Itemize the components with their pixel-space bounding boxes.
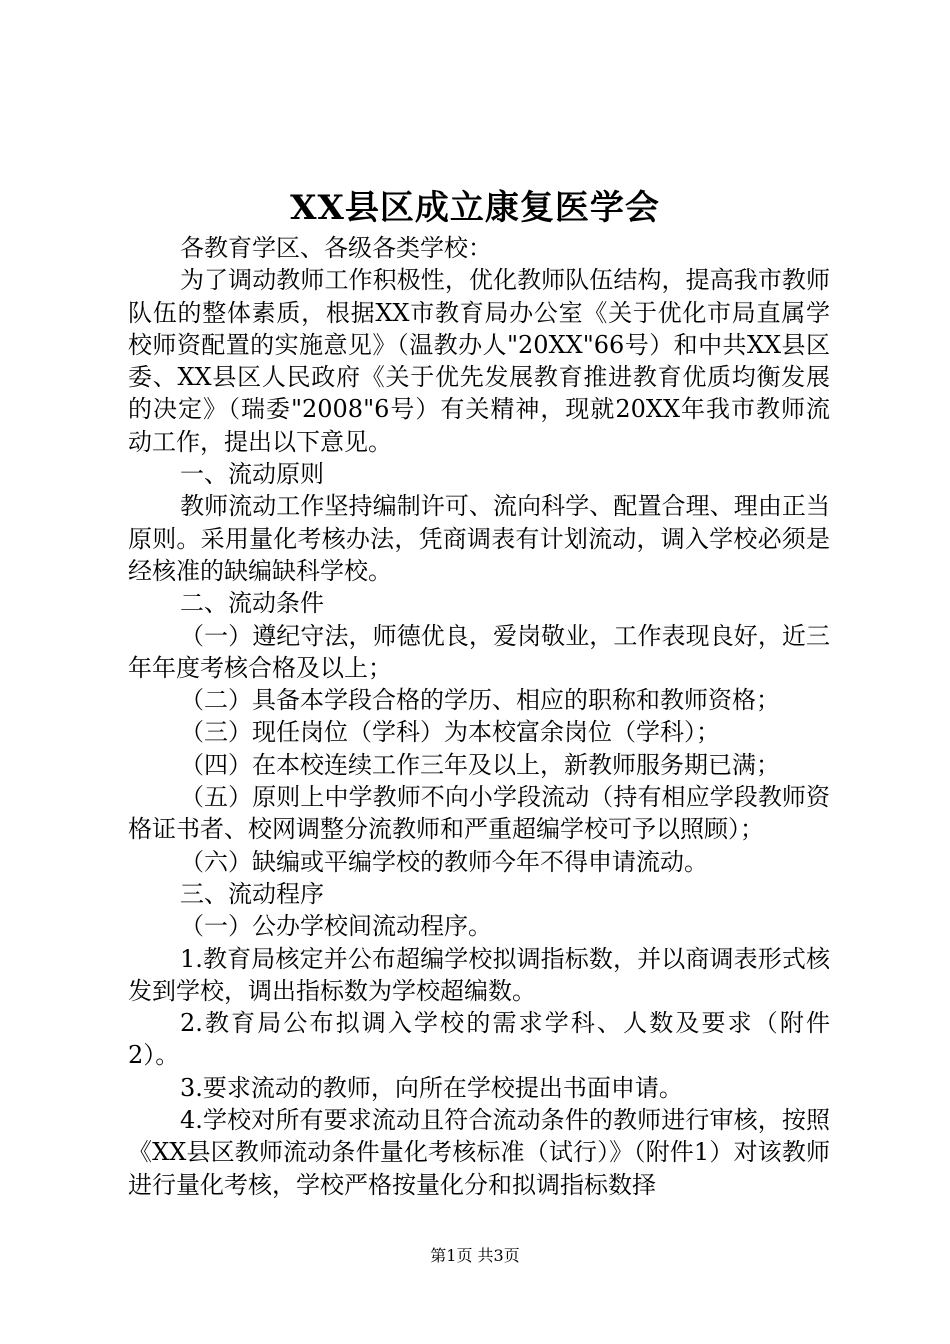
procedure-step-2: 2.教育局公布拟调入学校的需求学科、人数及要求（附件2）。 [128, 1009, 830, 1070]
document-title: XX县区成立康复医学会 [290, 188, 660, 228]
condition-item-1: （一）遵纪守法，师德优良，爱岗敬业，工作表现良好，近三年年度考核合格及以上； [128, 621, 830, 682]
document-body [128, 232, 830, 1201]
section-heading-conditions: 二、流动条件 [180, 589, 324, 618]
salutation: 各教育学区、各级各类学校： [180, 234, 492, 262]
principles-paragraph: 教师流动工作坚持编制许可、流向科学、配置合理、理由正当原则。采用量化考核办法，凭商调表有计划流动，调入学校必须是经核准的缺编缺科学校。 [128, 492, 830, 585]
condition-item-6: （六）缺编或平编学校的教师今年不得申请流动。 [180, 847, 708, 876]
page-footer: 第1页 共3页 [430, 1246, 520, 1265]
section-heading-procedure: 三、流动程序 [180, 879, 324, 908]
condition-item-5: （五）原则上中学教师不向小学段流动（持有相应学段教师资格证书者、校网调整分流教师和严重超编学校可予以照顾）； [128, 783, 830, 844]
condition-item-4: （四）在本校连续工作三年及以上，新教师服务期已满； [180, 750, 780, 779]
procedure-step-1: 1.教育局核定并公布超编学校拟调指标数，并以商调表形式核发到学校，调出指标数为学校超编数。 [128, 944, 830, 1005]
condition-item-2: （二）具备本学段合格的学历、相应的职称和教师资格； [180, 686, 780, 715]
procedure-step-3: 3.要求流动的教师，向所在学校提出书面申请。 [180, 1073, 683, 1102]
condition-item-3: （三）现任岗位（学科）为本校富余岗位（学科）； [180, 718, 720, 747]
procedure-subheading-1: （一）公办学校间流动程序。 [180, 912, 492, 941]
intro-paragraph: 为了调动教师工作积极性，优化教师队伍结构，提高我市教师队伍的整体素质，根据XX市教育局办公室《关于优化市局直属学校师资配置的实施意见》（温教办人"20XX"66号）和中共XX县区委、XX县区人民政府《关于优先发展教育推进教育优质均衡发展的决定》（瑞委"2008"6号）有关精神，现就20XX年我市教师流动工作，提出以下意见。 [128, 266, 830, 456]
section-heading-principles: 一、流动原则 [180, 460, 324, 489]
procedure-step-4: 4.学校对所有要求流动且符合流动条件的教师进行审核，按照《XX县区教师流动条件量化考核标准（试行）》（附件1）对该教师进行量化考核，学校严格按量化分和拟调指标数择 [128, 1106, 830, 1199]
